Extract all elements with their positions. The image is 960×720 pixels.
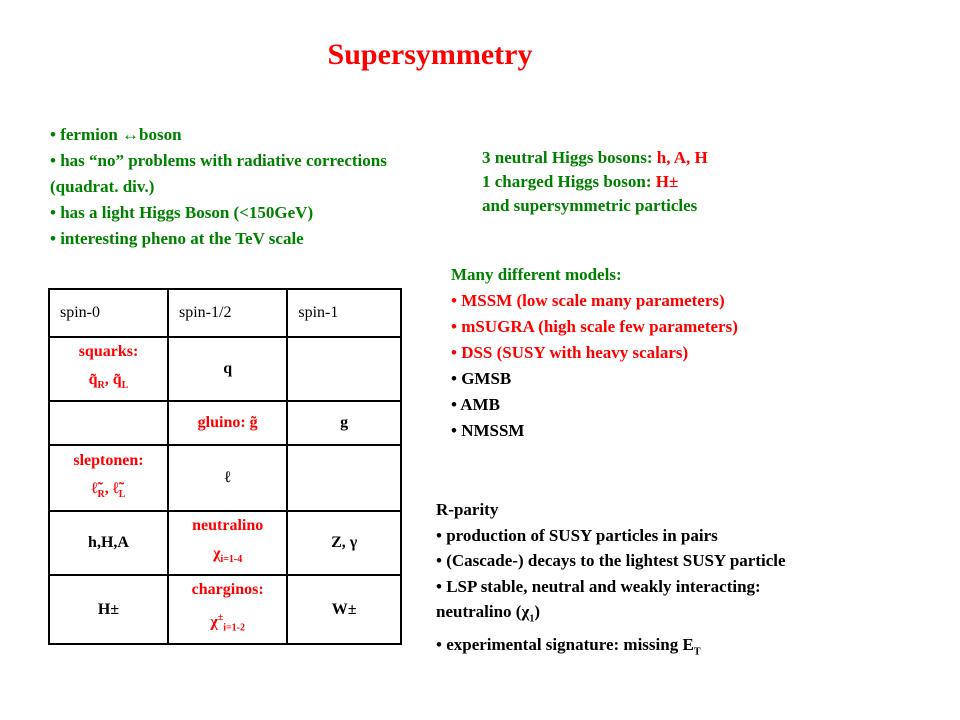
slepton-r-sub: R bbox=[97, 489, 105, 501]
cell-higgs-neutral: h,H,A bbox=[49, 511, 168, 575]
slepton-l-symbol: ℓ̃ bbox=[112, 480, 119, 498]
neutral-higgs-names: h, A, H bbox=[656, 148, 708, 167]
neutralino-symbol bbox=[169, 540, 286, 574]
cell-empty bbox=[287, 337, 401, 401]
cell-higgs-charged: H± bbox=[49, 575, 168, 644]
neutralino-label: neutralino bbox=[192, 517, 264, 535]
chargino-symbol bbox=[169, 604, 286, 643]
table-header-row bbox=[49, 289, 401, 337]
r-parity-heading: R-parity bbox=[436, 500, 499, 519]
cell-sleptons bbox=[49, 445, 168, 511]
models-heading: Many different models: bbox=[451, 265, 622, 284]
header-spin-half: spin-1/2 bbox=[168, 289, 287, 337]
susy-particles-line: and supersymmetric particles bbox=[482, 196, 698, 215]
chargino-charge: ± bbox=[217, 612, 224, 624]
squark-separator: , bbox=[104, 371, 113, 388]
table-row bbox=[49, 401, 401, 445]
charginos-label: charginos: bbox=[191, 581, 264, 599]
cell-squarks bbox=[49, 337, 168, 401]
neutral-higgs-label: 3 neutral Higgs bosons: bbox=[482, 148, 657, 167]
cell-gluon: g bbox=[287, 401, 401, 445]
neutral-higgs-line bbox=[482, 146, 812, 170]
higgs-bosons-block bbox=[482, 146, 812, 218]
squark-l-sub: L bbox=[121, 380, 129, 392]
cell-lepton: ℓ bbox=[168, 445, 287, 511]
model-amb: • AMB bbox=[451, 395, 500, 414]
slepton-l-sub: L bbox=[118, 489, 126, 501]
model-nmssm: • NMSSM bbox=[451, 421, 525, 440]
chi-symbol: χ bbox=[213, 545, 221, 563]
feature-tev-pheno: • interesting pheno at the TeV scale bbox=[50, 229, 304, 248]
model-gmsb: • GMSB bbox=[451, 369, 512, 388]
feature-radiative-corrections: • has “no” problems with radiative corrections (quadrat. div.) bbox=[50, 151, 387, 196]
neutralino-index: i=1-4 bbox=[220, 554, 243, 566]
cell-neutralino bbox=[168, 511, 287, 575]
table-row bbox=[49, 445, 401, 511]
feature-light-higgs: • has a light Higgs Boson (<150GeV) bbox=[50, 203, 314, 222]
r-parity-cascade: • (Cascade-) decays to the lightest SUSY particle bbox=[436, 551, 786, 570]
chi-symbol: χ bbox=[210, 613, 218, 631]
chargino-index: i=1-2 bbox=[223, 622, 246, 634]
r-parity-lsp: • LSP stable, neutral and weakly interacting: bbox=[436, 576, 761, 596]
cell-w-boson: W± bbox=[287, 575, 401, 644]
r-parity-neutralino bbox=[436, 599, 906, 632]
r-parity-pairs: • production of SUSY particles in pairs bbox=[436, 525, 718, 545]
squark-r-sub: R bbox=[97, 380, 105, 392]
squark-r-symbol: q̃ bbox=[88, 371, 98, 388]
models-block bbox=[451, 262, 851, 444]
model-mssm: • MSSM (low scale many parameters) bbox=[451, 291, 725, 310]
squarks-symbols bbox=[50, 366, 167, 400]
feature-fermion-boson: • fermion ↔boson bbox=[50, 125, 182, 144]
neutralino-sub: 1 bbox=[529, 613, 535, 625]
charged-higgs-line bbox=[482, 170, 812, 194]
neutralino-text: neutralino (χ bbox=[436, 602, 530, 621]
model-dss: • DSS (SUSY with heavy scalars) bbox=[451, 343, 689, 362]
charged-higgs-label: 1 charged Higgs boson: bbox=[482, 172, 656, 191]
slepton-r-symbol: ℓ̃ bbox=[91, 480, 98, 498]
susy-features-list bbox=[50, 122, 410, 252]
table-row bbox=[49, 575, 401, 644]
header-spin-1: spin-1 bbox=[287, 289, 401, 337]
r-parity-signature bbox=[436, 632, 906, 665]
cell-empty bbox=[49, 401, 168, 445]
cell-z-gamma: Z, γ bbox=[287, 511, 401, 575]
header-spin-0: spin-0 bbox=[49, 289, 168, 337]
cell-empty bbox=[287, 445, 401, 511]
r-parity-block bbox=[436, 497, 906, 665]
cell-charginos bbox=[168, 575, 287, 644]
signature-sub: T bbox=[693, 646, 701, 658]
charged-higgs-name: H± bbox=[655, 172, 679, 191]
signature-text: • experimental signature: missing E bbox=[436, 634, 694, 654]
cell-gluino: gluino: g̃ bbox=[168, 401, 287, 445]
page-title: Supersymmetry bbox=[327, 38, 533, 71]
slepton-separator: , bbox=[104, 480, 113, 498]
table-row bbox=[49, 511, 401, 575]
model-msugra: • mSUGRA (high scale few parameters) bbox=[451, 317, 738, 336]
table-row bbox=[49, 337, 401, 401]
squark-l-symbol: q̃ bbox=[112, 371, 122, 388]
sleptons-symbols bbox=[50, 475, 167, 509]
squarks-label: squarks: bbox=[78, 343, 139, 360]
sleptons-label: sleptonen: bbox=[73, 452, 144, 470]
neutralino-close: ) bbox=[534, 602, 540, 621]
spin-table bbox=[48, 288, 402, 645]
cell-quark: q bbox=[168, 337, 287, 401]
